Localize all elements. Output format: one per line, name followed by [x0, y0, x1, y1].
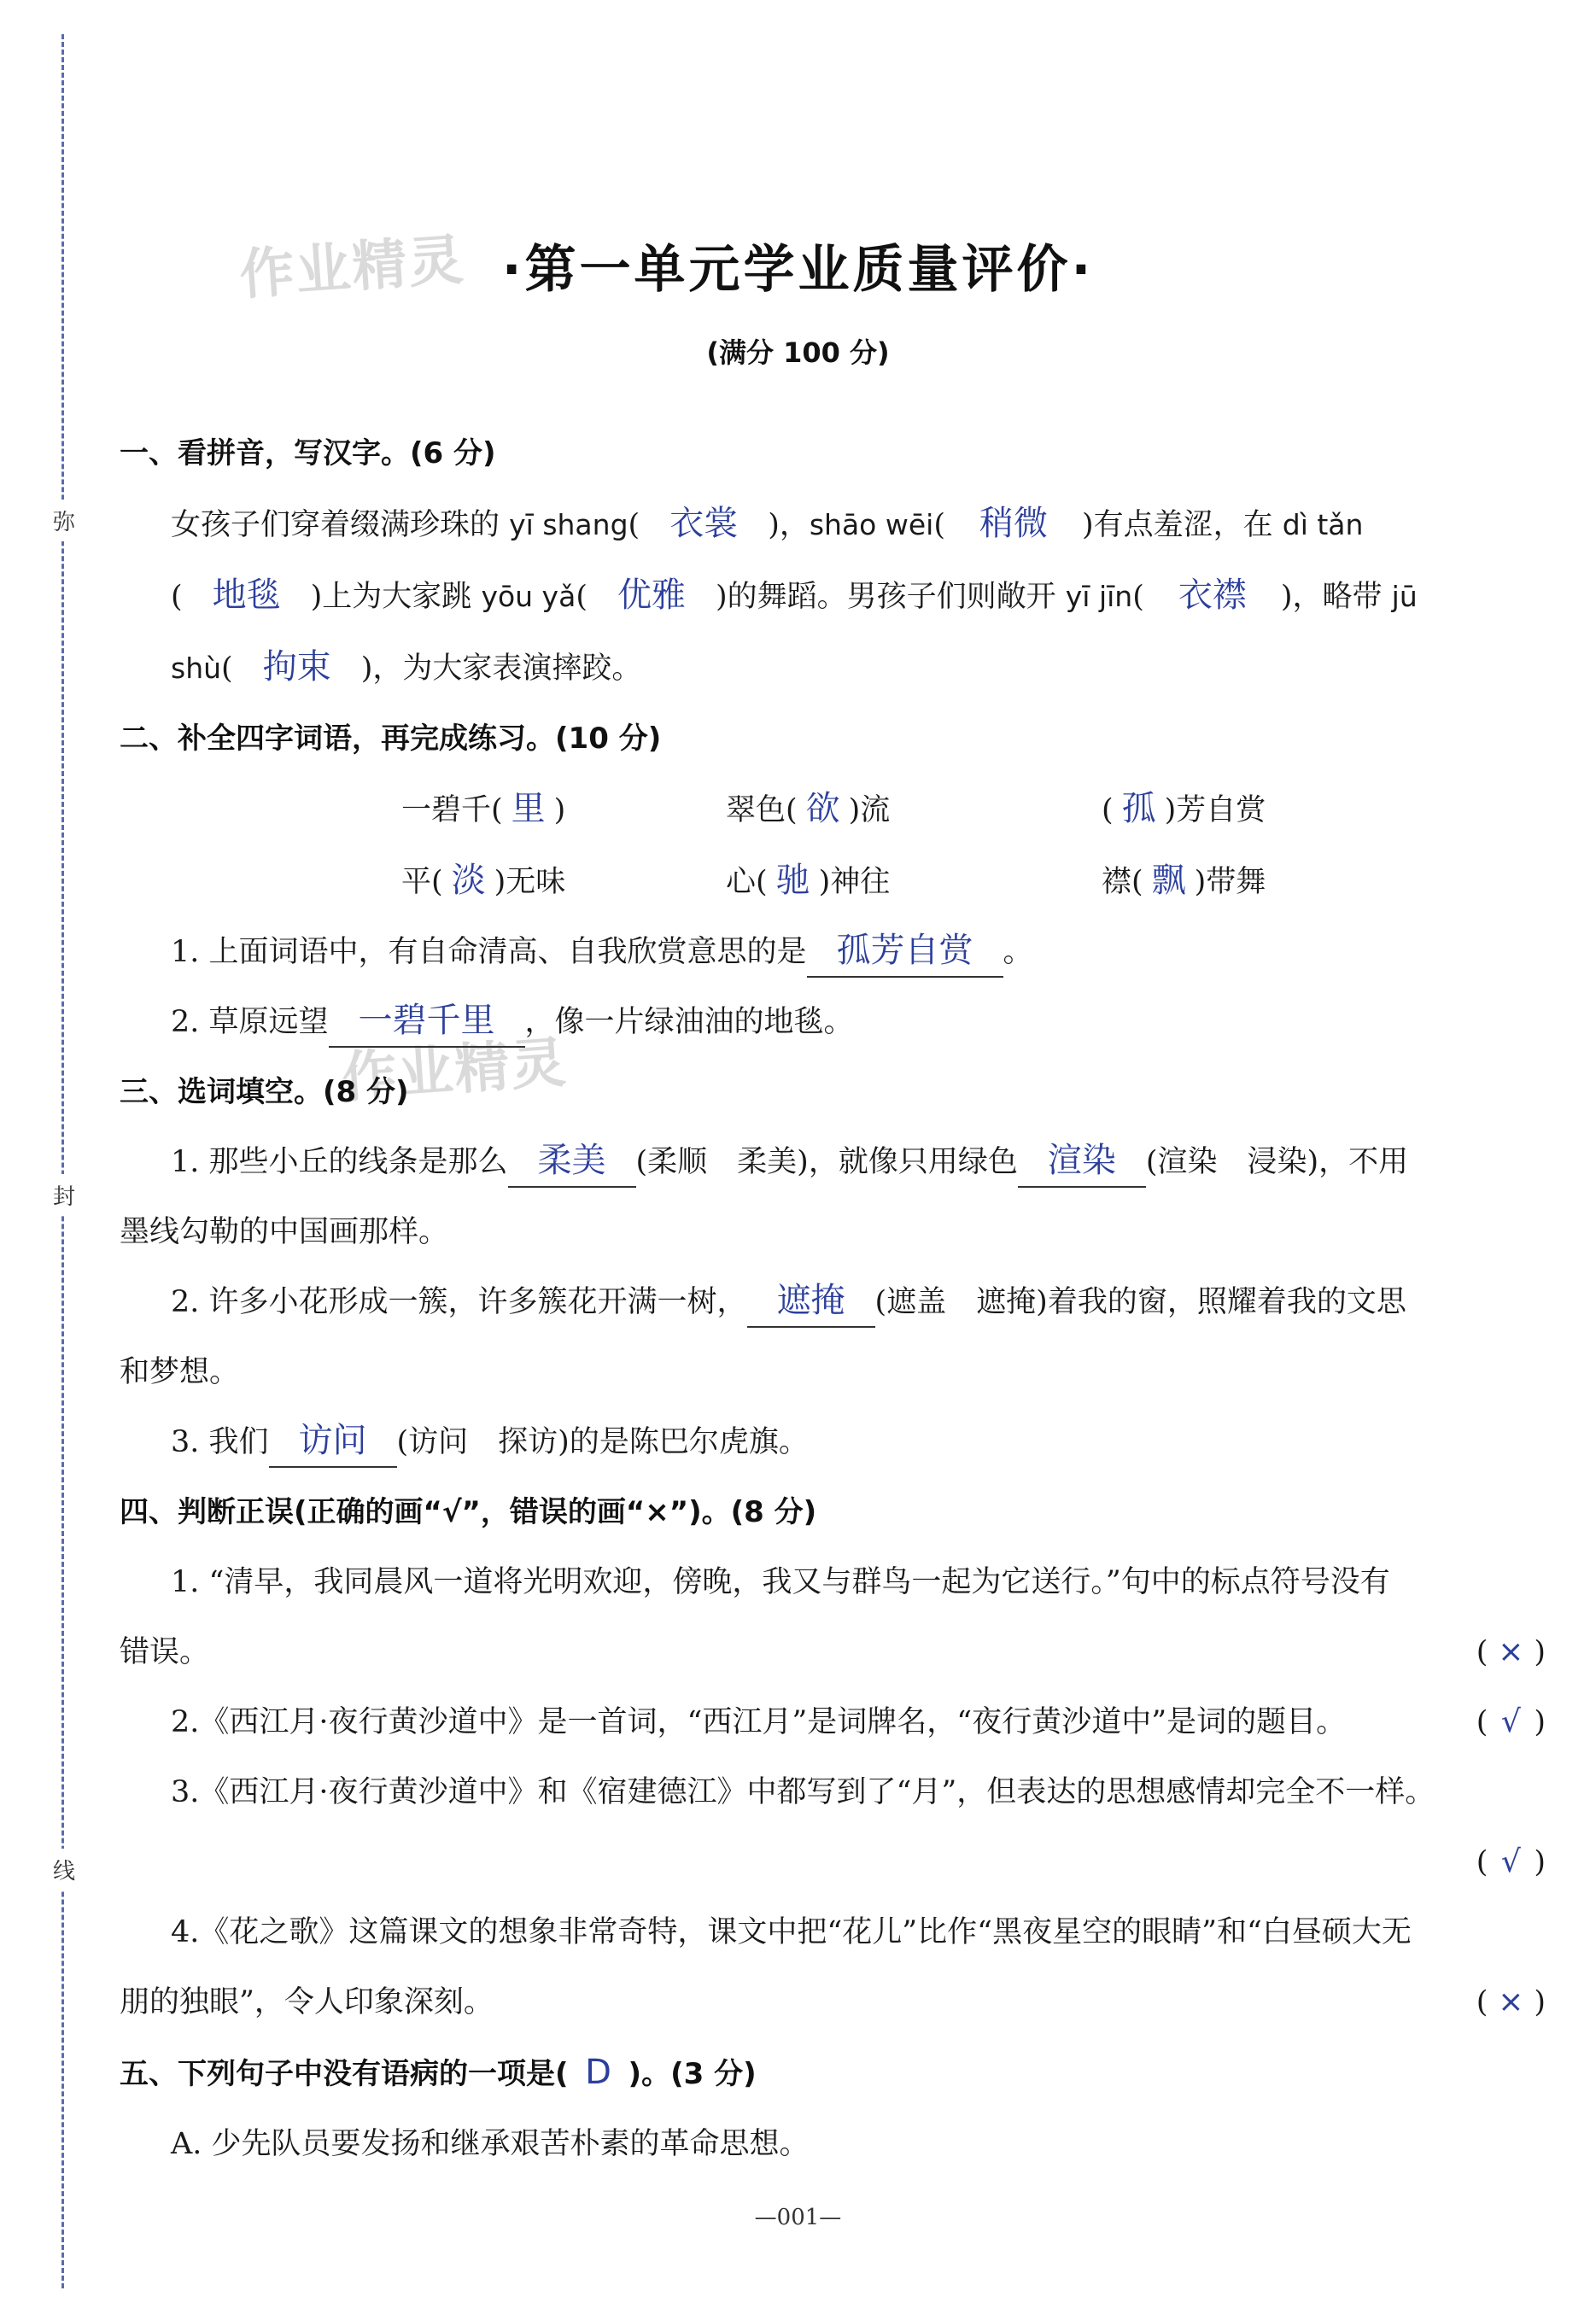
pinyin: shāo wēi — [809, 508, 934, 541]
worksheet-content — [120, 418, 1546, 2179]
answer-blank: 渲染 — [1018, 1135, 1146, 1188]
section-1-line-1: 女孩子们穿着缀满珍珠的 yī shang( 衣裳 )，shāo wēi( 稍微 )有点羞涩，在 dì tǎn — [120, 488, 1546, 560]
judge-mark: ( √ ) — [1476, 1687, 1546, 1757]
section-4-question-4: 4.《花之歌》这篇课文的想象非常奇特，课文中把“花儿”比作“黑夜星空的眼睛”和“白昼硕大无 — [171, 1915, 1412, 1949]
idiom-item: 襟( 飘 )带舞 — [1102, 845, 1443, 917]
pinyin: yī jīn — [1065, 580, 1133, 613]
page-subtitle: (满分 100 分) — [706, 336, 890, 369]
section-2-question-1: 1. 上面词语中，有自命清高、自我欣赏意思的是 孤芳自赏 。 — [120, 917, 1546, 987]
answer: 孤 — [1121, 789, 1156, 828]
answer: 驰 — [775, 861, 810, 900]
judge-mark: ( √ ) — [1476, 1827, 1546, 1897]
section-2-question-2: 2. 草原远望 一碧千里 ，像一片绿油油的地毯。 — [120, 987, 1546, 1057]
answer: 淡 — [451, 861, 486, 900]
answer: 稍微 — [979, 504, 1048, 543]
answer: 地毯 — [212, 576, 281, 615]
section-1-line-3: shù( 拘束 )，为大家表演摔跤。 — [120, 632, 1546, 704]
binding-char-feng: 封 — [53, 1174, 75, 1216]
page-title: ·第一单元学业质量评价· — [501, 240, 1095, 300]
idiom-item: 心( 驰 )神往 — [726, 845, 1102, 917]
pinyin: shù — [171, 652, 222, 685]
answer: 里 — [511, 789, 546, 828]
section-3-question-2-cont: 和梦想。 — [120, 1355, 240, 1389]
idiom-item: 平( 淡 )无味 — [401, 845, 726, 917]
section-4-question-3-mark — [120, 1827, 1546, 1897]
watermark-middle: 作业精灵 — [340, 1031, 570, 1111]
idiom-row-2 — [120, 845, 1546, 917]
answer: 飘 — [1151, 861, 1186, 900]
section-4-question-2: 2.《西江月·夜行黄沙道中》是一首词，“西江月”是词牌名，“夜行黄沙道中”是词的题目。 ( √ ) — [120, 1687, 1546, 1757]
section-3-question-1-cont: 墨线勾勒的中国画那样。 — [120, 1215, 449, 1249]
section-3-question-3: 3. 我们 访问 (访问 探访)的是陈巴尔虎旗。 — [120, 1407, 1546, 1477]
section-4-question-1: 1. “清早，我同晨风一道将光明欢迎，傍晚，我又与群鸟一起为它送行。”句中的标点符号没有 — [171, 1565, 1390, 1599]
answer-blank: 一碧千里 — [329, 995, 525, 1048]
answer: 优雅 — [617, 576, 686, 615]
answer-blank: 遮掩 — [747, 1275, 875, 1328]
pinyin: yōu yǎ — [481, 580, 576, 613]
binding-char-mi: 弥 — [53, 500, 75, 541]
section-4-question-3: 3.《西江月·夜行黄沙道中》和《宿建德江》中都写到了“月”，但表达的思想感情却完全不一样。 — [171, 1775, 1435, 1809]
judge-answer: √ — [1500, 1704, 1521, 1739]
idiom-item: 一碧千( 里 ) — [401, 774, 726, 845]
answer: 拘束 — [262, 647, 331, 687]
idiom-row-1 — [120, 774, 1546, 845]
answer-blank: 孤芳自赏 — [807, 925, 1003, 978]
binding-char-xian: 线 — [53, 1849, 75, 1890]
section-5-heading: 五、下列句子中没有语病的一项是( D )。(3 分) — [120, 2037, 1546, 2109]
page-number: —001— — [754, 2205, 842, 2230]
section-4-question-1-cont: 错误。 ( × ) — [120, 1617, 1546, 1687]
section-3-question-2: 2. 许多小花形成一簇，许多簇花开满一树， 遮掩 (遮盖 遮掩)着我的窗，照耀着我的文思 — [120, 1267, 1546, 1337]
answer-blank: 柔美 — [508, 1135, 636, 1188]
answer-blank: 访问 — [269, 1415, 397, 1468]
section-5-option-a: A. 少先队员要发扬和继承艰苦朴素的革命思想。 — [171, 2127, 810, 2161]
pinyin: dì tǎn — [1282, 508, 1364, 541]
judge-answer: × — [1498, 1634, 1524, 1669]
section-1-heading: 一、看拼音，写汉字。(6 分) — [120, 436, 496, 470]
watermark-top: 作业精灵 — [237, 228, 467, 308]
idiom-item: ( 孤 )芳自赏 — [1102, 774, 1443, 845]
section-4-heading: 四、判断正误(正确的画“√”，错误的画“×”)。(8 分) — [120, 1495, 817, 1529]
binding-line — [61, 34, 64, 2288]
pinyin: yī shang — [509, 508, 628, 541]
section-2-heading: 二、补全四字词语，再完成练习。(10 分) — [120, 722, 662, 756]
section-4-question-4-cont: 朋的独眼”，令人印象深刻。 ( × ) — [120, 1967, 1546, 2037]
idiom-item: 翠色( 欲 )流 — [726, 774, 1102, 845]
section-1-line-2: ( 地毯 )上为大家跳 yōu yǎ( 优雅 )的舞蹈。男孩子们则敞开 yī jīn( 衣襟 )，略带 jū — [120, 560, 1546, 632]
pinyin: jū — [1391, 580, 1418, 613]
answer: D — [585, 2053, 611, 2092]
section-3-question-1: 1. 那些小丘的线条是那么 柔美 (柔顺 柔美)，就像只用绿色 渲染 (渲染 浸染)，不用 — [120, 1127, 1546, 1197]
answer: 衣裳 — [669, 504, 739, 543]
judge-answer: √ — [1500, 1844, 1521, 1879]
answer: 衣襟 — [1178, 576, 1247, 615]
judge-mark: ( × ) — [1476, 1617, 1546, 1687]
answer: 欲 — [805, 789, 840, 828]
section-3-heading: 三、选词填空。(8 分) — [120, 1075, 409, 1109]
judge-answer: × — [1498, 1984, 1524, 2019]
judge-mark: ( × ) — [1476, 1967, 1546, 2037]
